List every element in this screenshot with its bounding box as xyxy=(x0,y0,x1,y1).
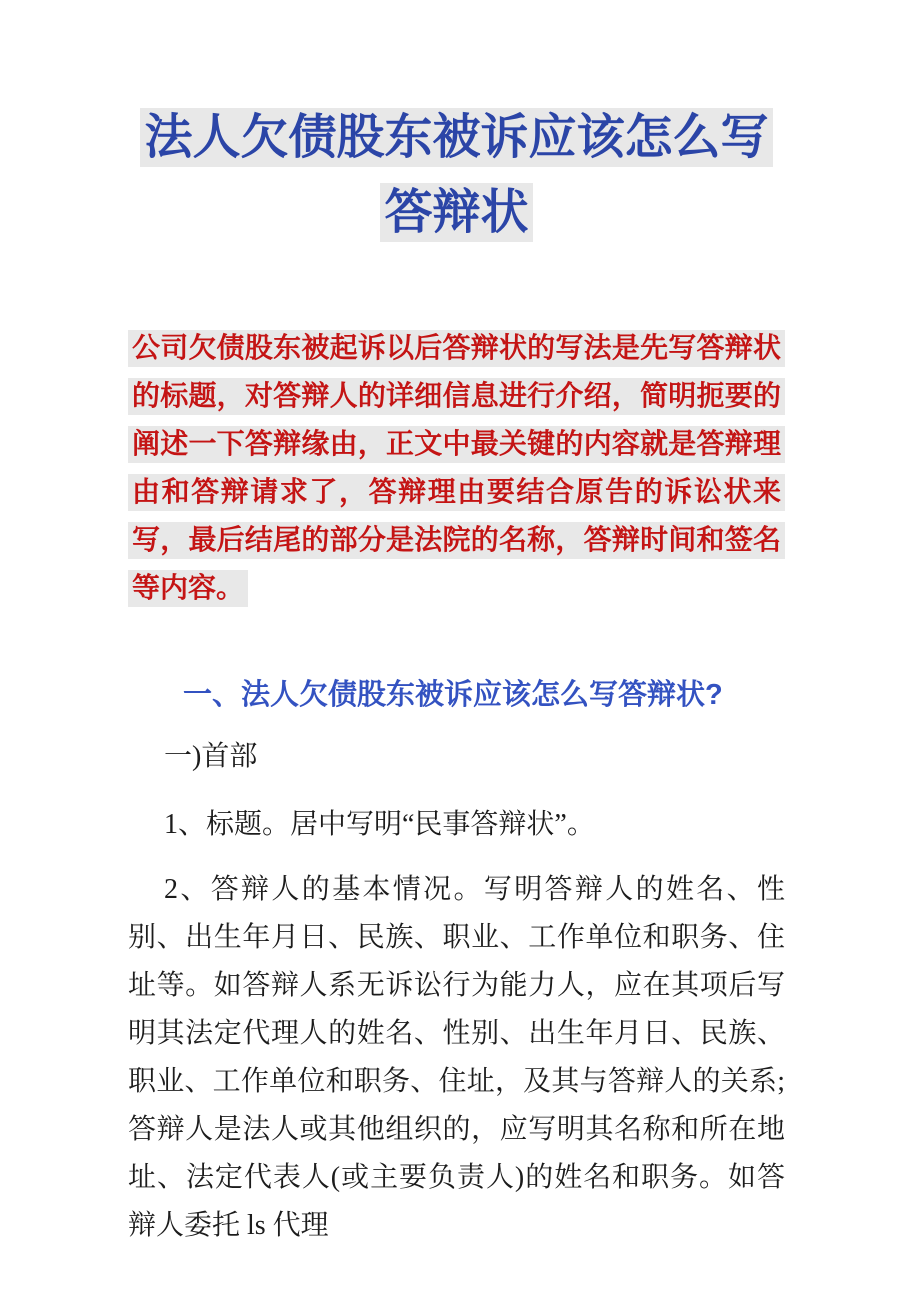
paragraph-title-rule: 1、标题。居中写明“民事答辩状”。 xyxy=(164,809,595,840)
document-title xyxy=(128,100,785,250)
section-heading: 一、法人欠债股东被诉应该怎么写答辩状? xyxy=(183,679,723,711)
paragraph-first-part: 一)首部 xyxy=(164,741,258,772)
intro-paragraph-text: 公司欠债股东被起诉以后答辩状的写法是先写答辩状的标题，对答辩人的详细信息进行介绍，简明扼要的阐述一下答辩缘由，正文中最关键的内容就是答辩理由和答辩请求了，答辩理由要结合原告的诉讼状来写，最后结尾的部分是法院的名称，答辩时间和签名等内容。 xyxy=(128,330,785,607)
intro-paragraph xyxy=(128,325,785,613)
paragraph-respondent-info: 2、答辩人的基本情况。写明答辩人的姓名、性别、出生年月日、民族、职业、工作单位和职务、住址等。如答辩人系无诉讼行为能力人，应在其项后写明其法定代理人的姓名、性别、出生年月日、民族、职业、工作单位和职务、住址，及其与答辩人的关系;答辩人是法人或其他组织的，应写明其名称和所在地址、法定代表人(或主要负责人)的姓名和职务。如答辩人委托 ls 代理 xyxy=(128,874,785,1241)
document-title-text: 法人欠债股东被诉应该怎么写答辩状 xyxy=(140,108,772,242)
